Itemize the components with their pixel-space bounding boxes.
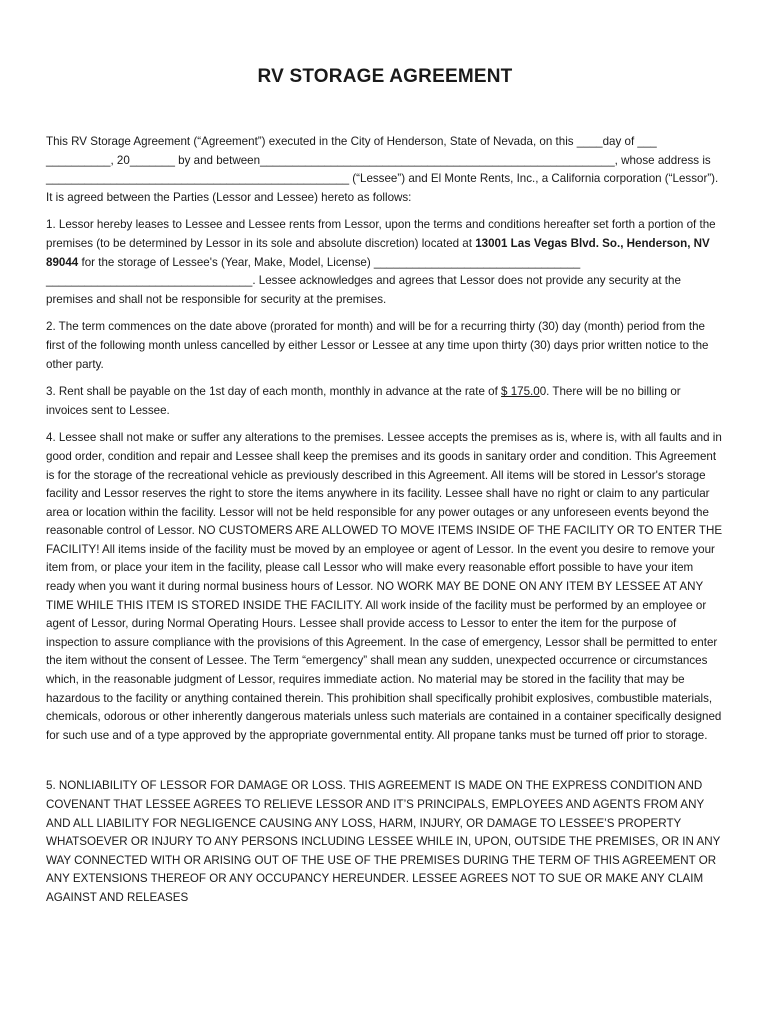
section-3-text-a: 3. Rent shall be payable on the 1st day of each month, monthly in advance at the rate of bbox=[46, 385, 502, 399]
section-1-text-b: for the storage of Lessee's (Year, Make, Model, License) ________________________________ ________________________________. Lessee acknowledges and agrees that Lessor does not provide any security at the premises and shall not be responsible for security at the premises. bbox=[46, 255, 681, 306]
intro-paragraph: This RV Storage Agreement (“Agreement”) executed in the City of Henderson, State of Nevada, on this ____day of ___ __________, 20_______ by and between_______________________________________________________, whose address is _______________________________________________ (“Lessee”) and El Monte Rents, Inc., a California corporation (“Lessor”). It is agreed between the Parties (Lessor and Lessee) hereto as follows: bbox=[46, 135, 719, 204]
document-body bbox=[46, 133, 725, 917]
section-5-paragraph: 5. NONLIABILITY OF LESSOR FOR DAMAGE OR LOSS. THIS AGREEMENT IS MADE ON THE EXPRESS CONDITION AND COVENANT THAT LESSEE AGREES TO RELIEVE LESSOR AND IT’S PRINCIPALS, EMPLOYEES AND AGENTS FROM ANY AND ALL LIABILITY FOR NEGLIGENCE CAUSING ANY LOSS, HARM, INJURY, OR DAMAGE TO LESSEE’S PROPERTY WHATSOEVER OR INJURY TO ANY PERSONS INCLUDING LESSEE WHILE IN, UPON, OUTSIDE THE PREMISES, OR IN ANY WAY CONNECTED WITH OR ARISING OUT OF THE USE OF THE PREMISES DURING THE TERM OF THIS AGREEMENT OR ANY EXTENSIONS THEREOF OR ANY OCCUPANCY HEREUNDER. LESSEE AGREES NOT TO SUE OR MAKE ANY CLAIM AGAINST AND RELEASES bbox=[46, 779, 721, 904]
section-1-paragraph bbox=[46, 216, 725, 309]
document-title: RV STORAGE AGREEMENT bbox=[257, 66, 513, 87]
section-2-paragraph: 2. The term commences on the date above (prorated for month) and will be for a recurring thirty (30) day (month) period from the first of the following month unless cancelled by either Lessor or Lessee at any time upon thirty (30) days prior written notice to the other party. bbox=[46, 320, 709, 371]
section-3-paragraph bbox=[46, 383, 725, 420]
section-3-text-b: 0. There will be no billing or invoices sent to Lessee. bbox=[46, 385, 681, 417]
rent-amount: $ 175.0 bbox=[501, 385, 540, 399]
premises-address: 13001 Las Vegas Blvd. So., Henderson, NV 89044 bbox=[46, 236, 710, 269]
section-1-text-a: 1. Lessor hereby leases to Lessee and Lessee rents from Lessor, upon the terms and conditions hereafter set forth a portion of the premises (to be determined by Lessor in its sole and absolute discretion) located at bbox=[46, 218, 716, 250]
section-4-paragraph: 4. Lessee shall not make or suffer any alterations to the premises. Lessee accepts the premises as is, where is, with all faults and in good order, condition and repair and Lessee shall keep the premises and its goods in sanitary order and condition. This Agreement is for the storage of the recreational vehicle as previously described in this Agreement. All items will be stored in Lessor's storage facility and Lessor reserves the right to store the items anywhere in its facility. Lessee shall have no right or claim to any particular area or location within the facility. Lessor will not be held responsible for any power outages or any unforeseen events beyond the reasonable control of Lessor. NO CUSTOMERS ARE ALLOWED TO MOVE ITEMS INSIDE OF THE FACILITY OR TO ENTER THE FACILITY! All items inside of the facility must be moved by an employee or agent of Lessor. In the event you desire to remove your item from, or place your item in the facility, please call Lessor who will make every reasonable effort possible to have your item ready when you want it during normal business hours of Lessor. NO WORK MAY BE DONE ON ANY ITEM BY LESSEE AT ANY TIME WHILE THIS ITEM IS STORED INSIDE THE FACILITY. All work inside of the facility must be performed by an employee or agent of Lessor, during Normal Operating Hours. Lessee shall provide access to Lessor to enter the item for the purpose of inspection to assure compliance with the provisions of this Agreement. In the case of emergency, Lessor shall be permitted to enter the item without the consent of Lessee. The Term “emergency” shall mean any sudden, unexpected occurrence or circumstances which, in the reasonable judgment of Lessor, requires immediate action. No material may be stored in the facility that may be hazardous to the facility or anything contained therein. This prohibition shall specifically prohibit explosives, combustible materials, chemicals, odorous or other inherently dangerous materials unless such materials are contained in a container specifically designed for such use and of a type approved by the appropriate governmental entity. All propane tanks must be turned off prior to storage. bbox=[46, 431, 723, 742]
